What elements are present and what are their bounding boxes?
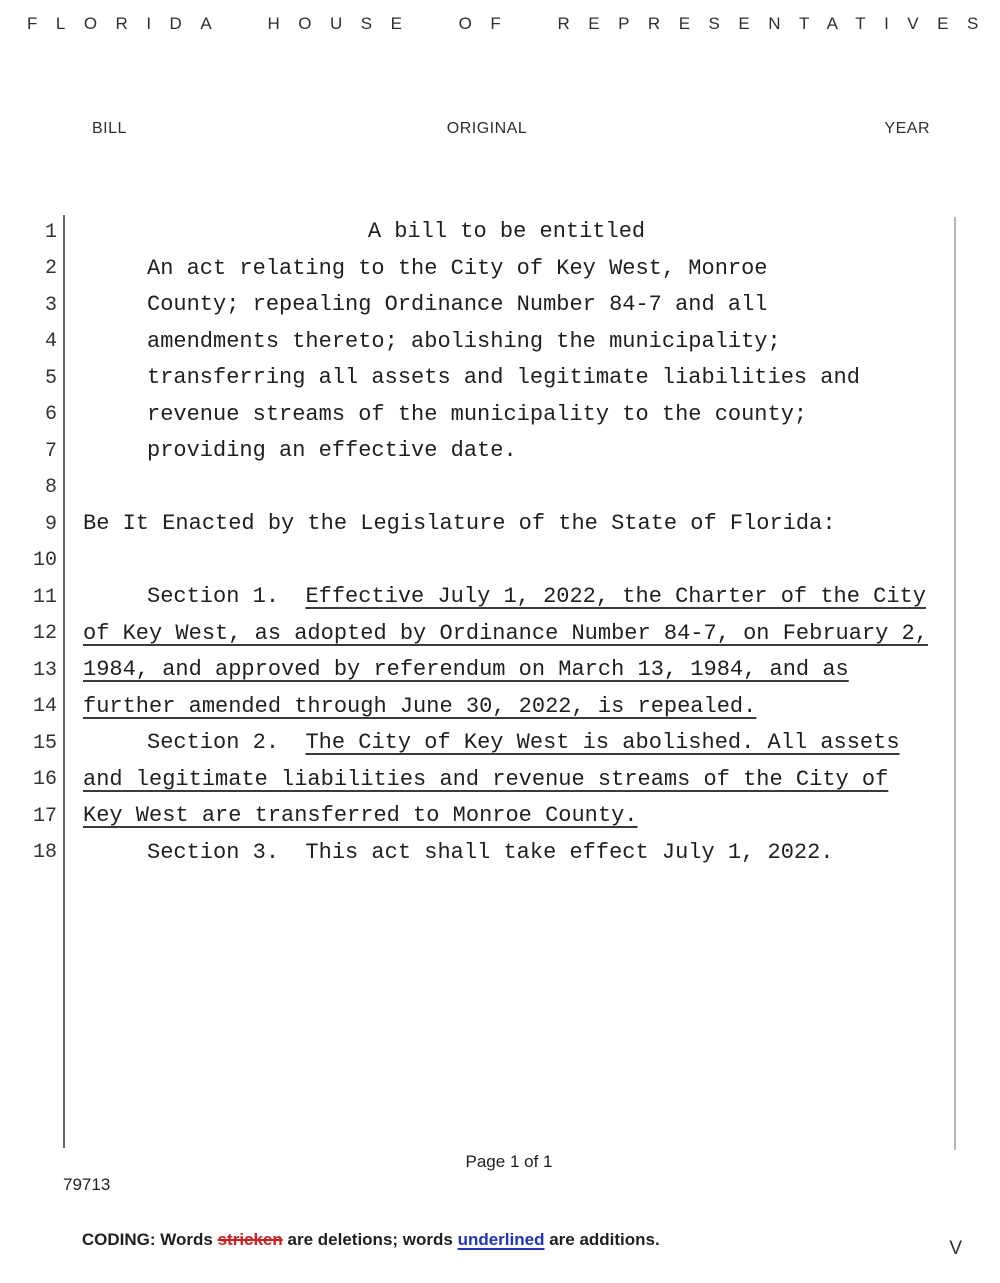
line-number: 4 xyxy=(44,330,57,354)
bill-line-row xyxy=(0,397,1000,434)
line-number: 5 xyxy=(44,366,57,390)
line-text xyxy=(83,616,930,653)
line-number: 13 xyxy=(32,658,57,682)
coding-text-normal-3: are additions. xyxy=(544,1230,660,1249)
underlined-segment: of Key West, as adopted by Ordinance Number 84-7, on February 2, xyxy=(83,620,928,646)
bill-text-lines xyxy=(0,214,1000,871)
line-text xyxy=(83,579,930,616)
bill-line-row xyxy=(0,725,1000,762)
line-text xyxy=(83,397,930,434)
bill-line-row xyxy=(0,579,1000,616)
line-text xyxy=(83,251,930,288)
coding-legend xyxy=(63,1210,660,1270)
bill-line-row xyxy=(0,360,1000,397)
line-number: 8 xyxy=(44,476,57,500)
line-number: 18 xyxy=(32,841,57,865)
text-segment: amendments thereto; abolishing the municipality; xyxy=(147,328,781,354)
bill-line-row xyxy=(0,433,1000,470)
coding-text-normal-1: CODING: Words xyxy=(81,1230,218,1249)
line-number: 2 xyxy=(44,257,57,281)
line-text xyxy=(83,798,930,835)
text-segment: transferring all assets and legitimate liabilities and xyxy=(147,365,860,390)
text-segment: revenue streams of the municipality to the county; xyxy=(147,401,808,427)
bill-line-row xyxy=(0,762,1000,799)
line-text xyxy=(83,689,930,726)
text-segment: Section 3. This act shall take effect July 1, 2022. xyxy=(147,839,834,865)
line-number: 15 xyxy=(32,731,57,755)
bill-line-row xyxy=(0,324,1000,361)
bill-line-row xyxy=(0,470,1000,507)
line-number: 11 xyxy=(32,585,57,609)
text-segment: Be It Enacted by the Legislature of the State of Florida: xyxy=(83,511,836,536)
line-text xyxy=(83,360,930,397)
original-label: ORIGINAL xyxy=(446,120,528,137)
line-number: 3 xyxy=(44,293,57,317)
line-text xyxy=(83,214,930,251)
bill-line-row xyxy=(0,616,1000,653)
line-text xyxy=(83,835,930,872)
line-text xyxy=(83,762,930,799)
bill-line-row xyxy=(0,798,1000,835)
underlined-segment: Effective July 1, 2022, the Charter of the City xyxy=(305,584,926,609)
bill-line-row xyxy=(0,506,1000,543)
bill-line-row xyxy=(0,287,1000,324)
line-number: 16 xyxy=(32,768,57,792)
bill-label: BILL xyxy=(92,120,127,137)
line-text xyxy=(83,433,930,470)
header-labels-row xyxy=(0,120,1000,142)
bill-number: 79713 xyxy=(63,1175,111,1194)
bill-line-row xyxy=(0,835,1000,872)
line-number: 14 xyxy=(32,695,57,719)
bill-line-row xyxy=(0,689,1000,726)
text-segment: Section 2. xyxy=(147,730,306,755)
text-segment: County; repealing Ordinance Number 84-7 and all xyxy=(147,292,768,317)
version-mark: V xyxy=(949,1238,962,1259)
underlined-segment: further amended through June 30, 2022, is repealed. xyxy=(83,693,757,719)
line-number: 17 xyxy=(32,804,57,828)
text-segment: A bill to be entitled xyxy=(367,219,646,244)
text-segment: An act relating to the City of Key West, Monroe xyxy=(147,255,768,281)
bill-line-row xyxy=(0,214,1000,251)
line-text xyxy=(83,324,930,361)
page-indicator: Page 1 of 1 xyxy=(465,1152,553,1171)
text-segment: Section 1. xyxy=(147,584,306,609)
line-text xyxy=(83,506,930,543)
line-number: 9 xyxy=(44,512,57,536)
line-number: 7 xyxy=(44,439,57,463)
underlined-segment: Key West are transferred to Monroe County. xyxy=(83,803,638,828)
line-text xyxy=(83,652,930,689)
coding-text-normal-2: are deletions; words xyxy=(282,1230,458,1249)
underlined-segment: 1984, and approved by referendum on March 13, 1984, and as xyxy=(83,657,849,682)
text-segment: providing an effective date. xyxy=(147,438,517,463)
chamber-title: FLORIDA HOUSE OF REPRESENTATIVES xyxy=(27,14,997,33)
line-number: 6 xyxy=(44,403,57,427)
bill-line-row xyxy=(0,543,1000,580)
line-number: 1 xyxy=(44,220,57,244)
underlined-segment: and legitimate liabilities and revenue streams of the City of xyxy=(83,766,889,792)
coding-stricken-sample: stricken xyxy=(217,1230,283,1249)
line-text xyxy=(83,725,930,762)
bill-line-row xyxy=(0,251,1000,288)
line-number: 10 xyxy=(32,549,57,573)
year-label: YEAR xyxy=(884,120,930,137)
line-number: 12 xyxy=(32,622,57,646)
line-text xyxy=(83,287,930,324)
bill-line-row xyxy=(0,652,1000,689)
underlined-segment: The City of Key West is abolished. All assets xyxy=(305,730,900,755)
coding-underlined-sample: underlined xyxy=(457,1230,545,1249)
